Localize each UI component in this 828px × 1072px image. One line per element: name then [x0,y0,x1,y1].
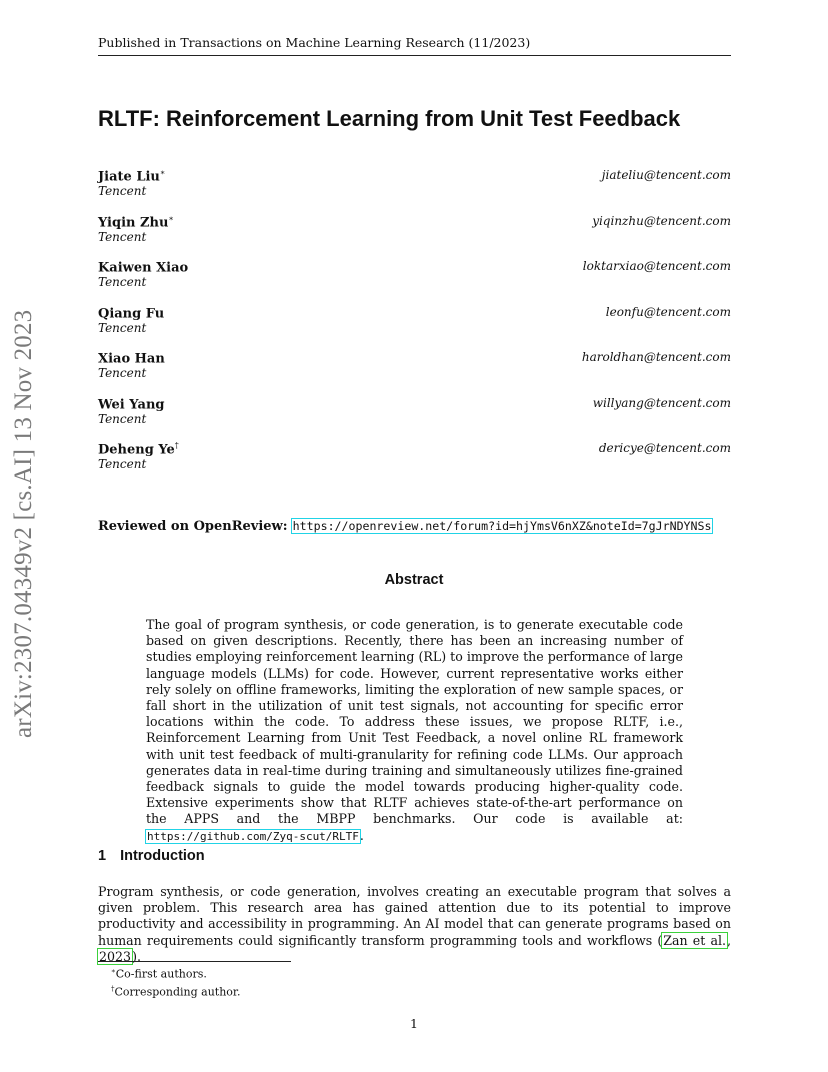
abstract-end: . [359,827,364,843]
footnote-mark: ∗ [111,967,116,975]
author-affiliation: Tencent [98,320,147,335]
citation-separator: , [726,932,731,948]
author-entry [98,305,731,351]
author-name: Qiang Fu [98,305,165,321]
footnote-rule [98,961,291,962]
author-name: Jiate Liu [98,169,160,185]
paper-title: RLTF: Reinforcement Learning from Unit Test Feedback [98,106,681,131]
github-link[interactable]: https://github.com/Zyq-scut/RLTF [147,829,359,843]
citation-year-link[interactable]: 2023 [99,948,132,964]
author-email[interactable]: jiateliu@tencent.com [601,168,731,182]
author-entry [98,259,731,305]
running-header: Published in Transactions on Machine Learning Research (11/2023) [98,35,731,56]
footnotes [111,964,240,1000]
intro-body: Program synthesis, or code generation, involves creating an executable program that solves a given problem. This research area has gained attention due to its potential to improve productivity and accessibility in programming. An AI model that can generate programs based on human requirements could significantly transform programming tools and workflows ( [98,884,731,948]
author-name: Xiao Han [98,351,165,367]
author-name: Wei Yang [98,396,165,412]
author-list [98,168,731,487]
author-affiliation: Tencent [98,275,147,290]
abstract-text [146,617,683,845]
author-email[interactable]: loktarxiao@tencent.com [582,259,731,273]
author-affiliation: Tencent [98,184,147,199]
section-heading [98,848,205,864]
section-title: Introduction [120,848,205,864]
author-name: Yiqin Zhu [98,214,169,230]
author-name: Kaiwen Xiao [98,260,189,276]
footnote [111,982,240,1000]
author-affiliation: Tencent [98,229,147,244]
page-number: 1 [410,1016,418,1031]
author-email[interactable]: dericye@tencent.com [598,441,731,455]
intro-end: ). [132,948,141,964]
author-name: Deheng Ye [98,442,175,458]
author-affiliation: Tencent [98,457,147,472]
arxiv-identifier: arXiv:2307.04349v2 [cs.AI] 13 Nov 2023 [10,309,37,738]
intro-paragraph [98,884,731,965]
abstract-body: The goal of program synthesis, or code generation, is to generate executable code based on given descriptions. Recently, there has been an increasing number of studies employing reinforcement learning (RL) to improve the performance of large language models (LLMs) for code. However, current representative works either rely solely on offline frameworks, limiting the exploration of new sample spaces, or fall short in the utilization of unit test signals, not accounting for specific error locations within the code. To address these issues, we propose RLTF, i.e., Reinforcement Learning from Unit Test Feedback, a novel online RL framework with unit test feedback of multi-granularity for refining code LLMs. Our approach generates data in real-time during training and simultaneously utilizes fine-grained feedback signals to guide the model towards producing higher-quality code. Extensive experiments show that RLTF achieves state-of-the-art performance on the APPS and the MBPP benchmarks. Our code is available at: [146,617,683,827]
author-mark: † [174,441,179,450]
author-entry [98,168,731,214]
author-email[interactable]: haroldhan@tencent.com [581,350,731,364]
abstract-heading: Abstract [384,572,444,588]
footnote-text: Co-first authors. [115,967,207,981]
citation-link[interactable]: Zan et al. [663,932,726,948]
author-entry [98,350,731,396]
author-entry [98,441,731,487]
author-email[interactable]: willyang@tencent.com [592,395,731,410]
author-affiliation: Tencent [98,411,147,426]
author-email[interactable]: leonfu@tencent.com [605,304,731,319]
author-mark: ∗ [168,213,174,223]
author-mark: ∗ [159,168,166,177]
author-affiliation: Tencent [98,366,147,381]
author-entry [98,214,731,260]
author-entry [98,396,731,442]
footnote-mark: † [111,985,115,994]
author-email[interactable]: yiqinzhu@tencent.com [592,213,731,228]
openreview-link[interactable]: https://openreview.net/forum?id=hjYmsV6nXZ&noteId=7gJrNDYNSs [292,519,712,533]
footnote [111,964,240,982]
review-line [98,519,712,534]
footnote-text: Corresponding author. [114,985,241,999]
review-label: Reviewed on OpenReview: [98,519,288,534]
section-number: 1 [98,848,107,864]
